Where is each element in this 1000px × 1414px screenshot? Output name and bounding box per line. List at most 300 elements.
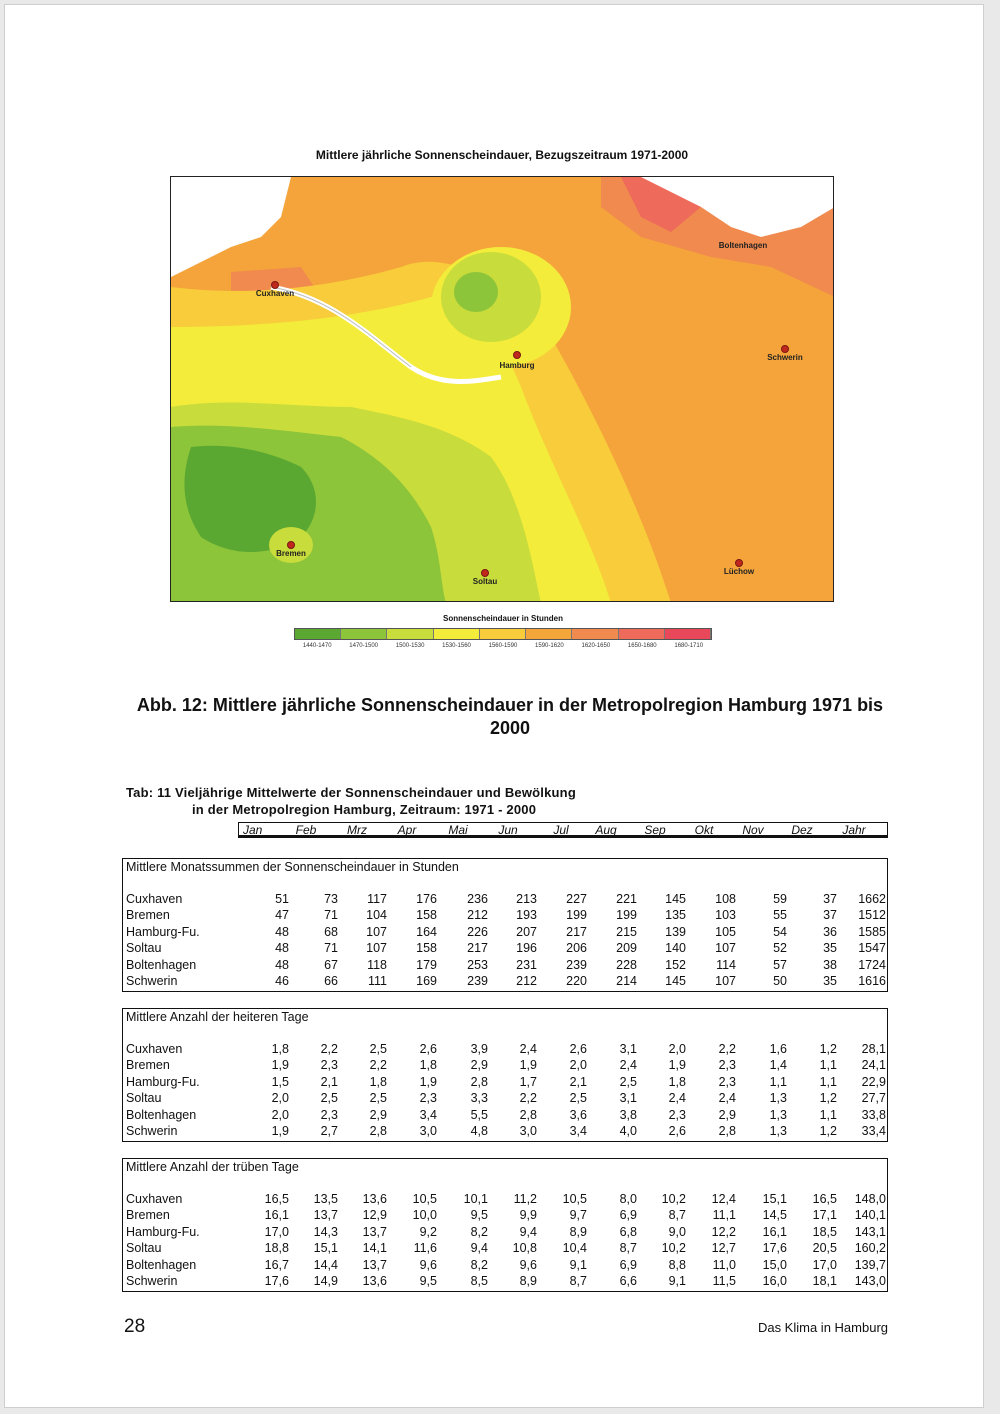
table-cell: 1724 (858, 957, 886, 972)
table-cell: 12,9 (362, 1208, 387, 1223)
table-cell: 6,6 (619, 1274, 637, 1288)
block-title: Mittlere Monatssummen der Sonnenscheindauer in Stunden (126, 860, 459, 874)
table-cell: 217 (566, 924, 587, 939)
table-cell: 209 (616, 941, 637, 956)
table-cell: 8,2 (470, 1224, 488, 1239)
table-cell: 12,2 (711, 1224, 736, 1239)
table-cell: 9,4 (519, 1224, 537, 1239)
table-cell: 1,6 (769, 1042, 787, 1056)
table-cell: 2,2 (320, 1042, 338, 1056)
legend-swatch (387, 629, 433, 639)
table-cell: 6,9 (619, 1208, 637, 1223)
table-cell: 1,3 (769, 1091, 787, 1106)
table-cell: 10,8 (512, 1241, 537, 1256)
table-cell: 107 (366, 924, 387, 939)
table-cell: 18,8 (264, 1241, 289, 1256)
table-cell: 2,4 (519, 1042, 537, 1056)
legend-swatch (572, 629, 618, 639)
table-cell: 35 (823, 941, 837, 956)
table-cell: 213 (516, 892, 537, 906)
table-cell: 158 (416, 941, 437, 956)
legend-labels (294, 643, 712, 649)
table-cell: 9,6 (519, 1257, 537, 1272)
table-cell: 140 (665, 941, 686, 956)
row-station-name: Soltau (126, 1241, 162, 1256)
table-cell: 54 (773, 924, 787, 939)
table-cell: 8,0 (619, 1192, 637, 1206)
table-cell: 111 (367, 974, 387, 988)
month-header-9: Okt (694, 823, 714, 837)
table-cell: 48 (275, 941, 289, 956)
table-cell: 3,0 (419, 1124, 437, 1138)
table-cell: 13,6 (362, 1274, 387, 1288)
table-cell: 47 (275, 908, 289, 923)
table-cell: 231 (516, 957, 537, 972)
table-cell: 253 (467, 957, 488, 972)
month-header-7: Aug (595, 823, 617, 837)
table-row (123, 1241, 887, 1257)
table-cell: 33,8 (861, 1107, 886, 1122)
legend-swatch (434, 629, 480, 639)
table-cell: 67 (324, 957, 338, 972)
footer-title: Das Klima in Hamburg (757, 1320, 888, 1335)
table-cell: 215 (616, 924, 637, 939)
row-station-name: Schwerin (126, 1124, 178, 1138)
table-row (123, 908, 887, 924)
table-cell: 15,1 (313, 1241, 338, 1256)
table-cell: 5,5 (470, 1107, 488, 1122)
table-cell: 117 (367, 892, 387, 906)
table-cell: 10,5 (412, 1192, 437, 1206)
table-cell: 66 (324, 974, 338, 988)
table-cell: 108 (715, 892, 736, 906)
table-cell: 2,3 (320, 1058, 338, 1073)
table-cell: 2,6 (668, 1124, 686, 1138)
table-cell: 1,8 (271, 1042, 289, 1056)
table-cell: 2,2 (519, 1091, 537, 1106)
table-cell: 8,2 (470, 1257, 488, 1272)
table-cell: 48 (275, 957, 289, 972)
city-label-boltenhagen: Boltenhagen (718, 241, 768, 250)
month-header-10: Nov (742, 823, 764, 837)
legend-label: 1620-1650 (581, 643, 611, 649)
table-cell: 37 (823, 908, 837, 923)
month-header (238, 822, 888, 838)
row-station-name: Hamburg-Fu. (126, 1224, 200, 1239)
table-cell: 2,8 (718, 1124, 736, 1138)
table-cell: 2,8 (369, 1124, 387, 1138)
table-cell: 2,7 (320, 1124, 338, 1138)
table-cell: 2,5 (369, 1091, 387, 1106)
table-cell: 10,2 (661, 1192, 686, 1206)
row-station-name: Cuxhaven (126, 892, 183, 906)
table-cell: 227 (566, 892, 587, 906)
legend-label: 1680-1710 (674, 643, 704, 649)
table-cell: 68 (324, 924, 338, 939)
legend-color-bar (294, 628, 712, 640)
sunshine-map (170, 176, 834, 602)
table-cell: 2,1 (569, 1074, 587, 1089)
table-row (123, 1075, 887, 1091)
table-cell: 11,1 (712, 1208, 736, 1223)
row-station-name: Boltenhagen (126, 957, 197, 972)
month-header-6: Jul (553, 823, 569, 837)
legend-swatch (295, 629, 341, 639)
table-cell: 143,0 (854, 1274, 886, 1288)
table-cell: 1,9 (419, 1074, 437, 1089)
table-cell: 13,6 (362, 1192, 387, 1206)
month-header-12: Jahr (842, 823, 866, 837)
table-cell: 143,1 (854, 1224, 886, 1239)
table-cell: 9,2 (419, 1224, 437, 1239)
table-cell: 3,4 (419, 1107, 437, 1122)
table-cell: 118 (367, 957, 387, 972)
table-cell: 73 (324, 892, 338, 906)
table-block-0 (122, 858, 888, 992)
table-cell: 104 (366, 908, 387, 923)
table-cell: 145 (665, 974, 686, 988)
table-cell: 9,1 (668, 1274, 686, 1288)
table-cell: 2,6 (569, 1042, 587, 1056)
table-cell: 158 (416, 908, 437, 923)
legend-label: 1650-1680 (627, 643, 657, 649)
table-cell: 2,1 (320, 1074, 338, 1089)
table-cell: 3,0 (519, 1124, 537, 1138)
map-title: Mittlere jährliche Sonnenscheindauer, Bezugszeitraum 1971-2000 (315, 148, 689, 162)
table-caption (126, 784, 576, 818)
table-cell: 1,3 (769, 1124, 787, 1138)
table-cell: 152 (665, 957, 686, 972)
row-station-name: Boltenhagen (126, 1257, 197, 1272)
table-cell: 1512 (858, 908, 886, 923)
table-cell: 2,0 (271, 1091, 289, 1106)
legend-label: 1470-1500 (349, 643, 378, 649)
table-cell: 2,8 (519, 1107, 537, 1122)
legend-label: 1590-1620 (535, 643, 564, 649)
table-cell: 105 (715, 924, 736, 939)
table-cell: 9,5 (470, 1208, 488, 1223)
legend-swatch (526, 629, 572, 639)
table-cell: 50 (773, 974, 787, 988)
table-cell: 103 (715, 908, 736, 923)
table-cell: 13,7 (362, 1257, 387, 1272)
row-station-name: Bremen (126, 908, 170, 923)
table-cell: 13,7 (362, 1224, 387, 1239)
table-cell: 176 (416, 892, 437, 906)
month-header-5: Jun (498, 823, 518, 837)
table-cell: 16,5 (812, 1192, 837, 1206)
table-cell: 13,5 (313, 1192, 338, 1206)
table-cell: 6,8 (619, 1224, 637, 1239)
table-cell: 1547 (858, 941, 886, 956)
month-header-2: Mrz (347, 823, 367, 837)
table-cell: 193 (516, 908, 537, 923)
table-cell: 8,7 (619, 1241, 637, 1256)
table-cell: 3,3 (470, 1091, 488, 1106)
table-cell: 1,9 (271, 1124, 289, 1138)
table-cell: 2,2 (718, 1042, 736, 1056)
row-station-name: Cuxhaven (126, 1042, 183, 1056)
month-header-4: Mai (448, 823, 468, 837)
figure-caption: Abb. 12: Mittlere jährliche Sonnenscheindauer in der Metropolregion Hamburg 1971 bis 2000 (136, 695, 884, 738)
table-cell: 33,4 (861, 1124, 886, 1138)
table-cell: 2,3 (419, 1091, 437, 1106)
row-station-name: Bremen (126, 1208, 170, 1223)
table-cell: 10,0 (412, 1208, 437, 1223)
table-cell: 13,7 (313, 1208, 338, 1223)
table-cell: 2,3 (718, 1074, 736, 1089)
table-cell: 2,5 (569, 1091, 587, 1106)
row-station-name: Bremen (126, 1058, 170, 1073)
table-cell: 217 (467, 941, 488, 956)
table-cell: 2,5 (369, 1042, 387, 1056)
table-row (123, 1042, 887, 1058)
table-cell: 2,0 (271, 1107, 289, 1122)
city-label-luechow: Lüchow (723, 567, 755, 576)
legend-swatch (619, 629, 665, 639)
table-cell: 212 (516, 974, 537, 988)
table-cell: 1,9 (519, 1058, 537, 1073)
row-station-name: Soltau (126, 941, 162, 956)
table-cell: 228 (616, 957, 637, 972)
table-cell: 12,4 (711, 1192, 736, 1206)
city-marker-bremen (287, 541, 295, 549)
table-cell: 59 (773, 892, 787, 906)
table-cell: 139 (665, 924, 686, 939)
table-cell: 20,5 (812, 1241, 837, 1256)
city-label-cuxhaven: Cuxhaven (255, 289, 295, 298)
table-cell: 2,5 (320, 1091, 338, 1106)
table-cell: 8,7 (569, 1274, 587, 1288)
table-cell: 71 (324, 941, 338, 956)
table-caption-line2: in der Metropolregion Hamburg, Zeitraum: 1971 - 2000 (192, 802, 537, 817)
table-cell: 9,1 (569, 1257, 587, 1272)
table-row (123, 1225, 887, 1241)
table-cell: 11,2 (513, 1192, 537, 1206)
table-cell: 199 (616, 908, 637, 923)
table-cell: 10,4 (562, 1241, 587, 1256)
table-cell: 1616 (858, 974, 886, 988)
table-cell: 9,7 (569, 1208, 587, 1223)
table-cell: 196 (516, 941, 537, 956)
table-cell: 18,5 (812, 1224, 837, 1239)
city-marker-cuxhaven (271, 281, 279, 289)
table-cell: 1,2 (819, 1124, 837, 1138)
table-cell: 8,5 (470, 1274, 488, 1288)
legend-label: 1440-1470 (302, 643, 332, 649)
table-cell: 207 (516, 924, 537, 939)
table-cell: 9,4 (470, 1241, 488, 1256)
table-cell: 17,1 (812, 1208, 837, 1223)
city-marker-hamburg (513, 351, 521, 359)
table-cell: 107 (715, 974, 736, 988)
table-cell: 16,7 (264, 1257, 289, 1272)
table-cell: 2,4 (668, 1091, 686, 1106)
table-row (123, 1091, 887, 1107)
table-row (123, 1192, 887, 1208)
table-cell: 9,9 (519, 1208, 537, 1223)
table-cell: 46 (275, 974, 289, 988)
table-cell: 1,4 (769, 1058, 787, 1073)
table-cell: 3,1 (619, 1042, 637, 1056)
table-cell: 10,5 (562, 1192, 587, 1206)
row-station-name: Cuxhaven (126, 1192, 183, 1206)
table-cell: 14,9 (313, 1274, 338, 1288)
row-station-name: Hamburg-Fu. (126, 924, 200, 939)
legend-swatch (341, 629, 387, 639)
table-cell: 199 (566, 908, 587, 923)
legend-title: Sonnenscheindauer in Stunden (442, 614, 563, 623)
table-cell: 1,7 (519, 1074, 537, 1089)
table-cell: 11,0 (712, 1257, 736, 1272)
table-cell: 164 (416, 924, 437, 939)
table-cell: 2,0 (668, 1042, 686, 1056)
table-cell: 14,3 (313, 1224, 338, 1239)
table-cell: 9,0 (668, 1224, 686, 1239)
table-cell: 18,1 (812, 1274, 837, 1288)
table-cell: 2,3 (320, 1107, 338, 1122)
table-cell: 179 (416, 957, 437, 972)
row-station-name: Hamburg-Fu. (126, 1074, 200, 1089)
table-cell: 1662 (858, 892, 886, 906)
table-cell: 2,8 (470, 1074, 488, 1089)
row-station-name: Soltau (126, 1091, 162, 1106)
table-cell: 24,1 (861, 1058, 886, 1073)
table-cell: 16,0 (762, 1274, 787, 1288)
table-cell: 37 (823, 892, 837, 906)
table-cell: 57 (773, 957, 787, 972)
table-cell: 1,5 (271, 1074, 289, 1089)
table-cell: 2,4 (619, 1058, 637, 1073)
table-cell: 140,1 (854, 1208, 886, 1223)
table-cell: 169 (416, 974, 437, 988)
table-cell: 1,1 (769, 1074, 787, 1089)
table-block-2 (122, 1158, 888, 1292)
table-cell: 9,6 (419, 1257, 437, 1272)
city-marker-soltau (481, 569, 489, 577)
table-cell: 3,1 (619, 1091, 637, 1106)
table-cell: 239 (467, 974, 488, 988)
table-cell: 2,6 (419, 1042, 437, 1056)
table-cell: 8,9 (519, 1274, 537, 1288)
legend-label: 1560-1590 (488, 643, 518, 649)
table-cell: 139,7 (854, 1257, 886, 1272)
table-cell: 8,7 (668, 1208, 686, 1223)
table-cell: 2,3 (718, 1058, 736, 1073)
table-cell: 4,8 (470, 1124, 488, 1138)
table-cell: 214 (616, 974, 637, 988)
table-block-1 (122, 1008, 888, 1142)
table-cell: 16,1 (264, 1208, 289, 1223)
block-title: Mittlere Anzahl der heiteren Tage (126, 1010, 309, 1024)
table-cell: 15,0 (762, 1257, 787, 1272)
table-cell: 1,9 (668, 1058, 686, 1073)
table-cell: 1,2 (819, 1091, 837, 1106)
table-cell: 1,1 (819, 1107, 837, 1122)
table-cell: 221 (616, 892, 637, 906)
table-cell: 107 (366, 941, 387, 956)
table-cell: 2,9 (369, 1107, 387, 1122)
table-cell: 212 (467, 908, 488, 923)
table-cell: 1,1 (819, 1074, 837, 1089)
table-cell: 22,9 (861, 1074, 886, 1089)
month-header-8: Sep (644, 823, 666, 837)
table-row (123, 1124, 887, 1140)
table-cell: 14,5 (762, 1208, 787, 1223)
table-cell: 1,9 (271, 1058, 289, 1073)
table-cell: 3,4 (569, 1124, 587, 1138)
legend-swatch (665, 629, 711, 639)
table-cell: 2,4 (718, 1091, 736, 1106)
row-station-name: Schwerin (126, 974, 178, 988)
table-cell: 2,9 (470, 1058, 488, 1073)
table-row (123, 958, 887, 974)
legend-swatch (480, 629, 526, 639)
table-cell: 12,7 (711, 1241, 736, 1256)
month-header-1: Feb (295, 823, 317, 837)
table-cell: 1,8 (419, 1058, 437, 1073)
table-cell: 15,1 (762, 1192, 787, 1206)
table-cell: 51 (275, 892, 289, 906)
table-cell: 239 (566, 957, 587, 972)
table-row (123, 941, 887, 957)
block-title: Mittlere Anzahl der trüben Tage (126, 1160, 299, 1174)
table-cell: 3,8 (619, 1107, 637, 1122)
table-row (123, 1058, 887, 1074)
table-cell: 35 (823, 974, 837, 988)
table-cell: 148,0 (854, 1192, 886, 1206)
table-cell: 38 (823, 957, 837, 972)
table-cell: 206 (566, 941, 587, 956)
legend-label: 1530-1560 (442, 643, 471, 649)
legend-label: 1500-1530 (395, 643, 425, 649)
city-label-schwerin: Schwerin (767, 353, 803, 362)
table-cell: 36 (823, 924, 837, 939)
row-station-name: Boltenhagen (126, 1107, 197, 1122)
table-cell: 28,1 (861, 1042, 886, 1056)
table-row (123, 892, 887, 908)
month-header-11: Dez (791, 823, 813, 837)
table-cell: 17,6 (264, 1274, 289, 1288)
table-cell: 14,1 (362, 1241, 387, 1256)
table-cell: 1,1 (819, 1058, 837, 1073)
table-cell: 6,9 (619, 1257, 637, 1272)
table-cell: 1585 (858, 924, 886, 939)
table-cell: 10,2 (661, 1241, 686, 1256)
city-marker-schwerin (781, 345, 789, 353)
table-cell: 16,1 (762, 1224, 787, 1239)
table-cell: 9,5 (419, 1274, 437, 1288)
table-cell: 11,5 (712, 1274, 736, 1288)
month-header-0: Jan (243, 823, 263, 837)
page-number: 28 (124, 1316, 146, 1337)
city-marker-luechow (735, 559, 743, 567)
table-cell: 17,6 (762, 1241, 787, 1256)
table-cell: 11,6 (413, 1241, 437, 1256)
table-cell: 1,2 (819, 1042, 837, 1056)
table-cell: 145 (665, 892, 686, 906)
city-label-soltau: Soltau (472, 577, 498, 586)
table-cell: 135 (665, 908, 686, 923)
table-cell: 3,6 (569, 1107, 587, 1122)
table-cell: 48 (275, 924, 289, 939)
table-cell: 16,5 (264, 1192, 289, 1206)
table-cell: 52 (773, 941, 787, 956)
table-cell: 1,8 (369, 1074, 387, 1089)
table-cell: 27,7 (861, 1091, 886, 1106)
table-cell: 236 (467, 892, 488, 906)
table-row (123, 1258, 887, 1274)
